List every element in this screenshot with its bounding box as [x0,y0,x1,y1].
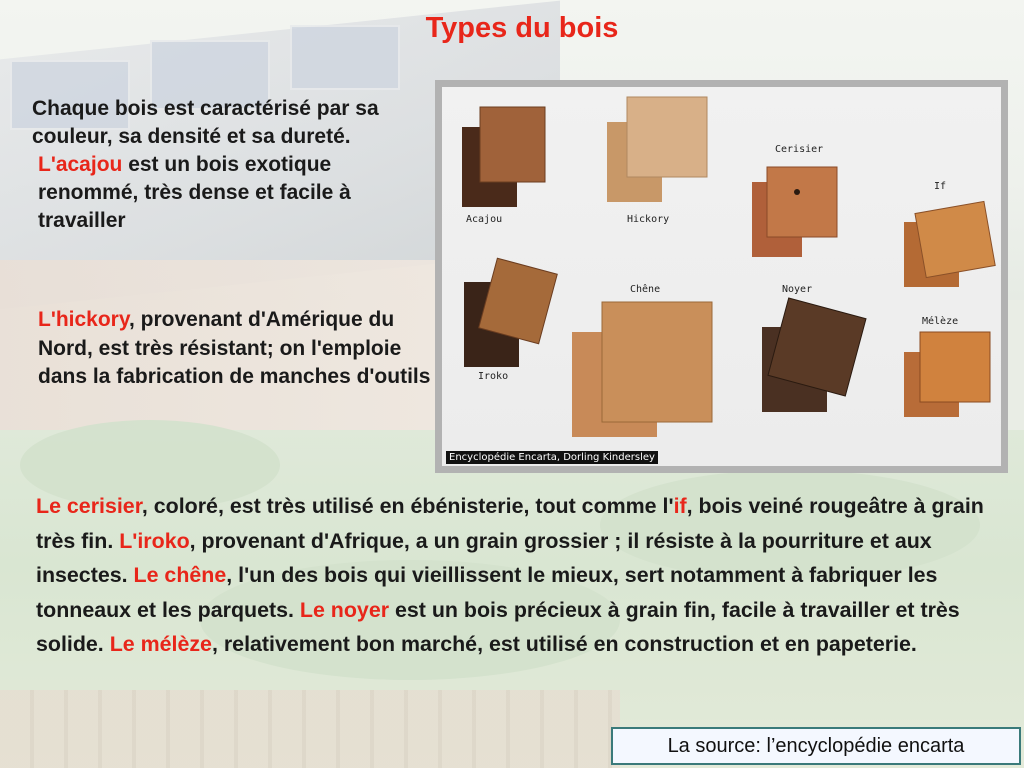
intro-text [32,95,432,235]
meleze-description: , relativement bon marché, est utilisé en construction et en papeterie. [211,632,917,656]
if-description: , bois veiné rougeâtre à grain très fin. [36,494,984,553]
photo-credit: Encyclopédie Encarta, Dorling Kindersley [446,451,658,464]
hickory-description: , provenant d'Amérique du Nord, est très résistant; on l'emploie dans la fabrication de manches d'outils [38,308,431,388]
label-iroko: Iroko [478,371,509,382]
label-noyer: Noyer [782,284,813,295]
label-meleze: Mélèze [922,316,959,327]
source-box: La source: l’encyclopédie encarta [611,727,1021,765]
if-term: if [673,494,687,518]
hickory-term: L'hickory [38,308,129,331]
label-hickory: Hickory [627,214,670,225]
wood-samples-photo [435,80,1008,473]
wood-samples-illustration [442,87,1001,466]
hickory-paragraph [38,306,438,392]
intro-line: Chaque bois est caractérisé par sa couleur, sa densité et sa dureté. [32,97,379,148]
iroko-description: , provenant d'Afrique, a un grain grossier ; il résiste à la pourriture et aux insectes. [36,528,932,587]
chene-term: Le chêne [133,563,227,587]
acajou-description: est un bois exotique renommé, très dense et facile à travailler [38,153,351,232]
slide-title: Types du bois [425,12,619,44]
label-if: If [934,181,947,192]
label-chene: Chêne [630,284,661,295]
chene-description: , l'un des bois qui vieillissent le mieux, sert notamment à fabriquer les tonneaux et les parquets. [36,563,938,622]
meleze-term: Le mélèze [109,632,212,656]
label-acajou: Acajou [466,214,503,225]
acajou-term: L'acajou [38,153,123,176]
noyer-term: Le noyer [299,597,390,622]
iroko-term: L'iroko [119,528,190,553]
cerisier-term: Le cerisier [36,494,142,518]
cerisier-description: , coloré, est très utilisé en ébénisterie, tout comme l' [141,494,674,518]
noyer-description: est un bois précieux à grain fin, facile à travailler et très solide. [36,597,960,656]
label-cerisier: Cerisier [775,144,824,155]
main-paragraph [36,489,1011,662]
